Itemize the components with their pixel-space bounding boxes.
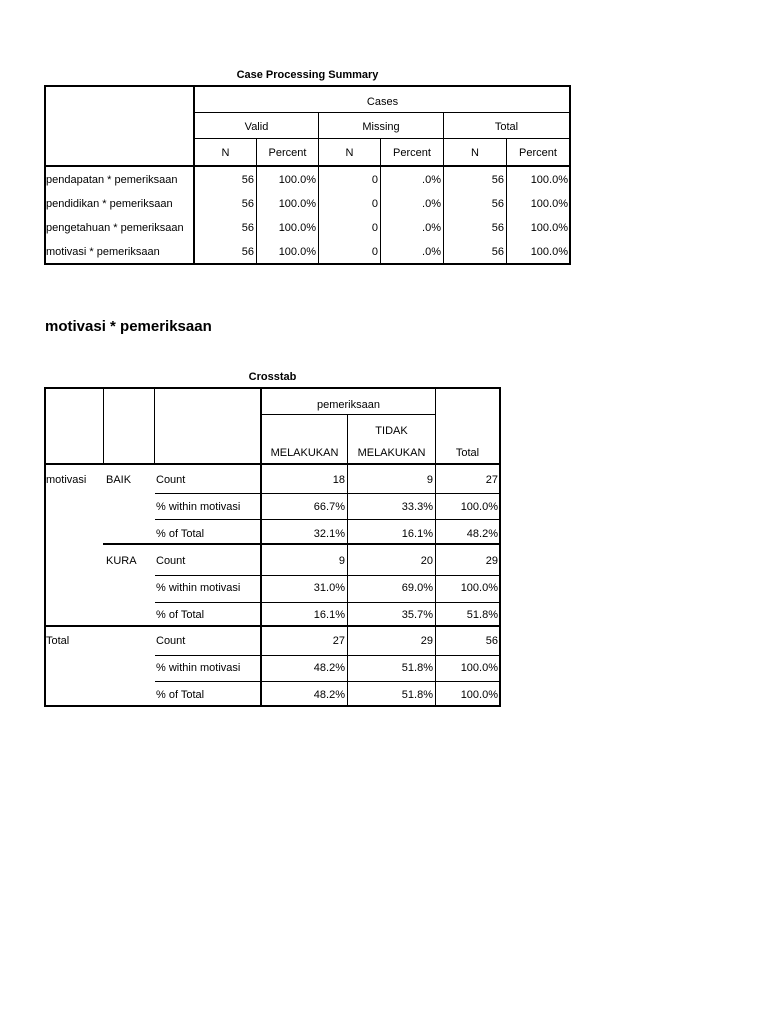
crosstab-cell: 48.2%	[313, 662, 345, 674]
stat-label: Count	[156, 474, 186, 486]
stat-label: Count	[156, 555, 186, 567]
crosstab-cell: 69.0%	[401, 582, 433, 594]
crosstab-cell: 51.8%	[466, 609, 498, 621]
col-tidak-line1: TIDAK	[375, 425, 408, 437]
cases-header: Cases	[366, 96, 399, 108]
case-cell: 100.0%	[530, 198, 568, 210]
stat-label: % within motivasi	[156, 501, 241, 513]
section-heading: motivasi * pemeriksaan	[45, 318, 212, 335]
crosstab-cell: 100.0%	[460, 582, 498, 594]
crosstab-cell: 33.3%	[401, 501, 433, 513]
crosstab-cell: 16.1%	[401, 528, 433, 540]
case-cell: .0%	[422, 222, 441, 234]
case-row-label: pengetahuan * pemeriksaan	[46, 222, 184, 234]
subcol-percent-total: Percent	[519, 147, 557, 159]
case-cell: 0	[371, 222, 378, 234]
crosstab-cell: 35.7%	[401, 609, 433, 621]
subcol-n-valid: N	[221, 147, 230, 159]
case-cell: 56	[491, 198, 504, 210]
crosstab-cell: 20	[420, 555, 433, 567]
crosstab-cell: 29	[485, 555, 498, 567]
case-cell: 100.0%	[530, 174, 568, 186]
crosstab-cell: 48.2%	[313, 689, 345, 701]
case-cell: .0%	[422, 246, 441, 258]
case-cell: 0	[371, 246, 378, 258]
valid-header: Valid	[244, 121, 269, 133]
stat-label: % of Total	[156, 689, 205, 701]
case-cell: 100.0%	[278, 222, 316, 234]
crosstab-cell: 9	[426, 474, 433, 486]
col-tidak-line2: MELAKUKAN	[357, 447, 426, 459]
case-cell: .0%	[422, 198, 441, 210]
case-cell: 56	[241, 246, 254, 258]
crosstab-cell: 27	[332, 635, 345, 647]
crosstab-cell: 29	[420, 635, 433, 647]
crosstab-cell: 100.0%	[460, 662, 498, 674]
case-cell: 56	[491, 222, 504, 234]
crosstab-cell: 66.7%	[313, 501, 345, 513]
case-cell: 56	[241, 198, 254, 210]
crosstab-cell: 31.0%	[313, 582, 345, 594]
col-total: Total	[455, 447, 480, 459]
crosstab-cell: 48.2%	[466, 528, 498, 540]
case-cell: 56	[241, 222, 254, 234]
stat-label: Count	[156, 635, 186, 647]
crosstab-cell: 100.0%	[460, 689, 498, 701]
subcol-n-total: N	[471, 147, 479, 159]
crosstab-title: Crosstab	[248, 371, 297, 383]
group-label: Total	[46, 635, 70, 647]
crosstab-cell: 51.8%	[401, 662, 433, 674]
subcol-percent-valid: Percent	[268, 147, 307, 159]
case-cell: 100.0%	[530, 246, 568, 258]
case-cell: 100.0%	[278, 246, 316, 258]
row-variable-label: motivasi	[46, 474, 87, 486]
pemeriksaan-header: pemeriksaan	[317, 399, 380, 411]
case-cell: 0	[371, 198, 378, 210]
case-cell: 0	[371, 174, 378, 186]
case-cell: .0%	[422, 174, 441, 186]
crosstab-cell: 56	[485, 635, 498, 647]
crosstab-cell: 9	[338, 555, 345, 567]
subcol-n-missing: N	[345, 147, 354, 159]
case-row-label: pendidikan * pemeriksaan	[46, 198, 173, 210]
group-label: KURA	[106, 555, 137, 567]
crosstab-cell: 51.8%	[401, 689, 433, 701]
case-row-label: pendapatan * pemeriksaan	[46, 174, 178, 186]
stat-label: % of Total	[156, 609, 205, 621]
case-cell: 100.0%	[530, 222, 568, 234]
stat-label: % within motivasi	[156, 662, 241, 674]
case-cell: 100.0%	[278, 198, 316, 210]
crosstab-cell: 27	[485, 474, 498, 486]
subcol-percent-missing: Percent	[393, 147, 431, 159]
case-cell: 56	[491, 246, 504, 258]
crosstab-cell: 32.1%	[313, 528, 345, 540]
crosstab-cell: 18	[332, 474, 345, 486]
stat-label: % of Total	[156, 528, 205, 540]
case-summary-title: Case Processing Summary	[236, 69, 379, 81]
stat-label: % within motivasi	[156, 582, 241, 594]
case-cell: 56	[241, 174, 254, 186]
col-melakukan: MELAKUKAN	[270, 447, 339, 459]
group-label: BAIK	[106, 474, 132, 486]
case-cell: 100.0%	[278, 174, 316, 186]
total-header: Total	[494, 121, 519, 133]
missing-header: Missing	[362, 121, 400, 133]
crosstab-cell: 100.0%	[460, 501, 498, 513]
case-cell: 56	[491, 174, 504, 186]
crosstab-cell: 16.1%	[313, 609, 345, 621]
case-row-label: motivasi * pemeriksaan	[46, 246, 160, 258]
